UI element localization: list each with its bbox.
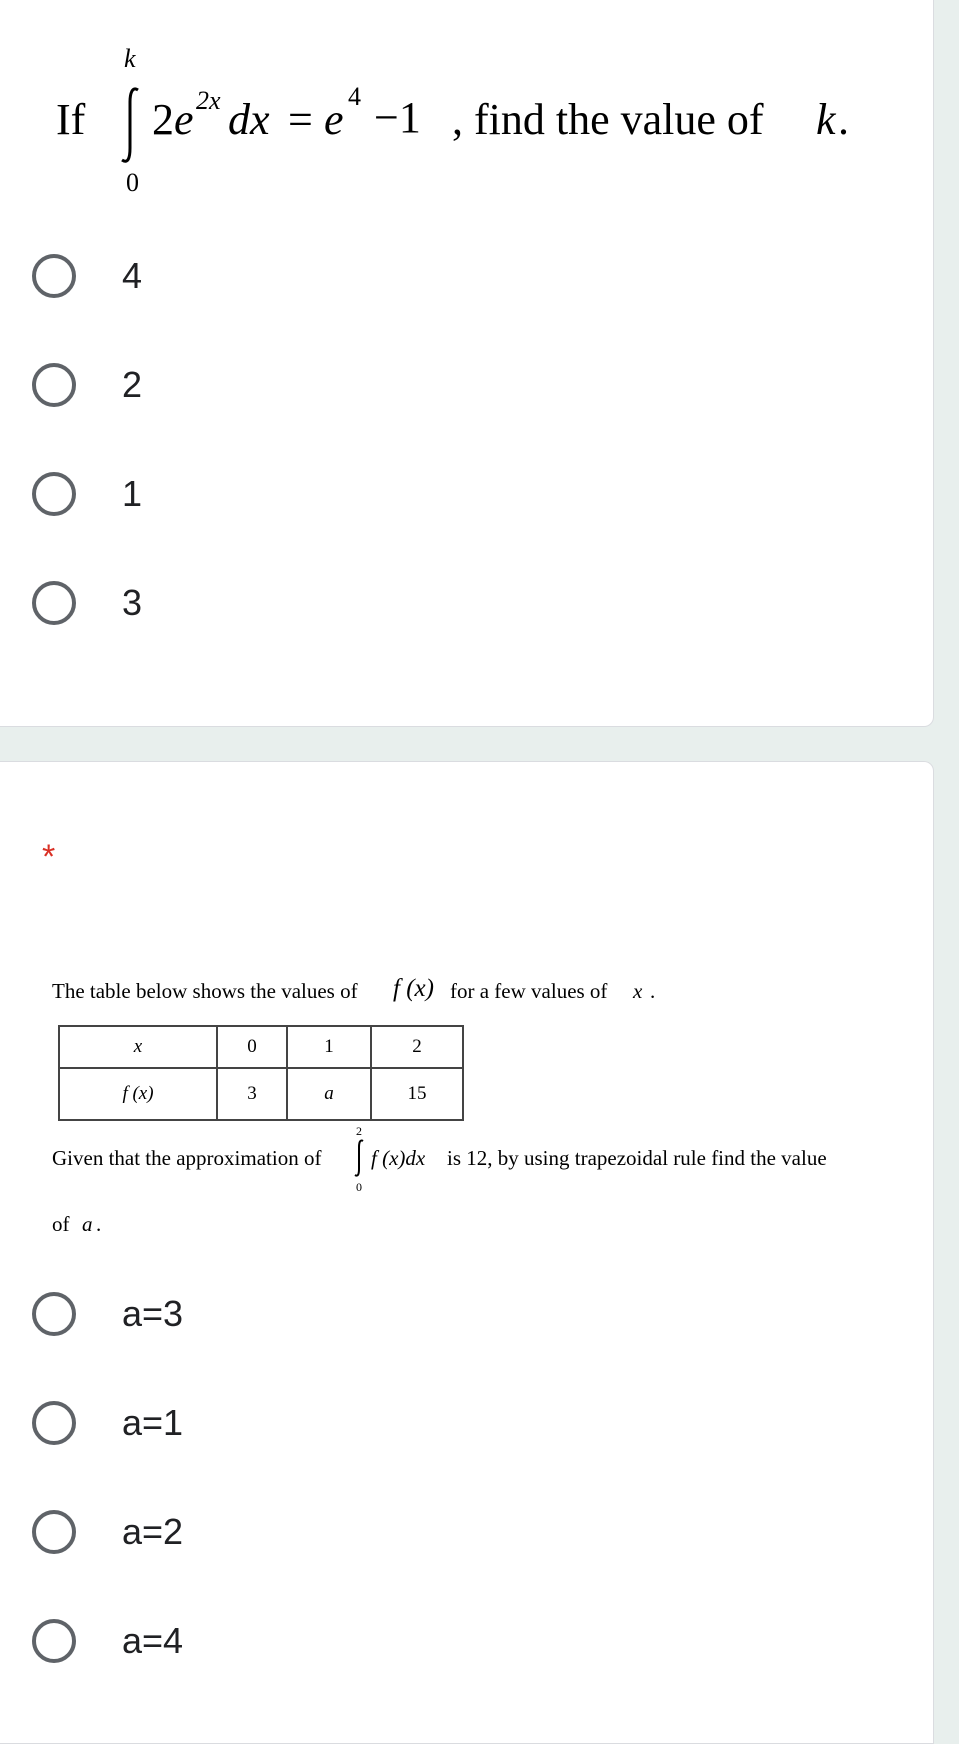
q2-of-a-var: a: [82, 1212, 93, 1236]
q2-intro-period: .: [650, 979, 656, 1003]
q1-period: .: [838, 95, 849, 144]
q2-option-1[interactable]: [32, 1288, 632, 1344]
radio-button[interactable]: [32, 254, 76, 298]
option-label: 1: [122, 473, 143, 514]
option-label: 2: [122, 364, 143, 405]
q1-upper-limit: k: [124, 44, 136, 73]
question-1-text: [56, 40, 916, 200]
table-row: [59, 1068, 463, 1120]
integral-sign-icon: [118, 84, 144, 166]
q1-base: e: [174, 95, 194, 144]
radio-button[interactable]: [32, 472, 76, 516]
q2-integrand: f (x)dx: [371, 1146, 426, 1170]
radio-button[interactable]: [32, 581, 76, 625]
q1-option-2[interactable]: [32, 359, 632, 415]
option-label: a=4: [122, 1620, 184, 1661]
q1-suffix: , find the value of: [452, 95, 764, 144]
option-label: 4: [122, 255, 143, 296]
option-label: 3: [122, 582, 143, 623]
q1-coef: 2: [152, 95, 174, 144]
q2-integral-upper: 2: [356, 1124, 362, 1138]
radio-button[interactable]: [32, 1510, 76, 1554]
q2-given-post: is 12, by using trapezoidal rule find the value: [447, 1146, 827, 1170]
q2-of-a-period: .: [96, 1212, 102, 1236]
q1-exp: 2x: [196, 86, 221, 115]
q2-option-2[interactable]: [32, 1397, 632, 1453]
option-label: a=1: [122, 1402, 184, 1443]
table-cell: x: [59, 1026, 217, 1068]
option-label: a=3: [122, 1293, 184, 1334]
q1-lower-limit: 0: [126, 168, 139, 197]
question-card-1: [0, 0, 934, 727]
q1-var: k: [816, 95, 836, 144]
radio-button[interactable]: [32, 363, 76, 407]
option-label: a=2: [122, 1511, 184, 1552]
q2-integral-lower: 0: [356, 1180, 362, 1194]
values-table: [58, 1025, 464, 1121]
required-asterisk: *: [42, 838, 56, 876]
q2-fx: f (x): [393, 975, 434, 1002]
q2-of-a-pre: of: [52, 1212, 70, 1236]
q1-rhs-exp: 4: [348, 82, 361, 111]
radio-button[interactable]: [32, 1401, 76, 1445]
q2-intro-var: x: [633, 979, 643, 1003]
q1-prefix: If: [56, 95, 86, 144]
q2-option-3[interactable]: [32, 1506, 632, 1562]
table-cell: 1: [287, 1026, 371, 1068]
table-cell: f (x): [59, 1068, 217, 1120]
radio-button[interactable]: [32, 1619, 76, 1663]
q1-option-3[interactable]: [32, 468, 632, 524]
table-cell: 3: [217, 1068, 287, 1120]
question-card-2: [0, 761, 934, 1744]
q1-rhs-tail: −1: [374, 93, 421, 142]
q1-dx: dx: [228, 95, 270, 144]
table-cell: 2: [371, 1026, 463, 1068]
table-row: [59, 1026, 463, 1068]
q2-given-pre: Given that the approximation of: [52, 1146, 322, 1170]
table-cell: a: [287, 1068, 371, 1120]
q2-option-4[interactable]: [32, 1615, 632, 1671]
q1-rhs-base: e: [324, 95, 344, 144]
q1-option-4[interactable]: [32, 577, 632, 633]
q2-intro: The table below shows the values of: [52, 979, 358, 1003]
table-cell: 0: [217, 1026, 287, 1068]
table-cell: 15: [371, 1068, 463, 1120]
q1-option-1[interactable]: [32, 250, 632, 306]
radio-button[interactable]: [32, 1292, 76, 1336]
q1-eq: =: [288, 95, 313, 144]
integral-sign-icon: [352, 1138, 366, 1178]
q2-intro-tail: for a few values of: [450, 979, 608, 1003]
